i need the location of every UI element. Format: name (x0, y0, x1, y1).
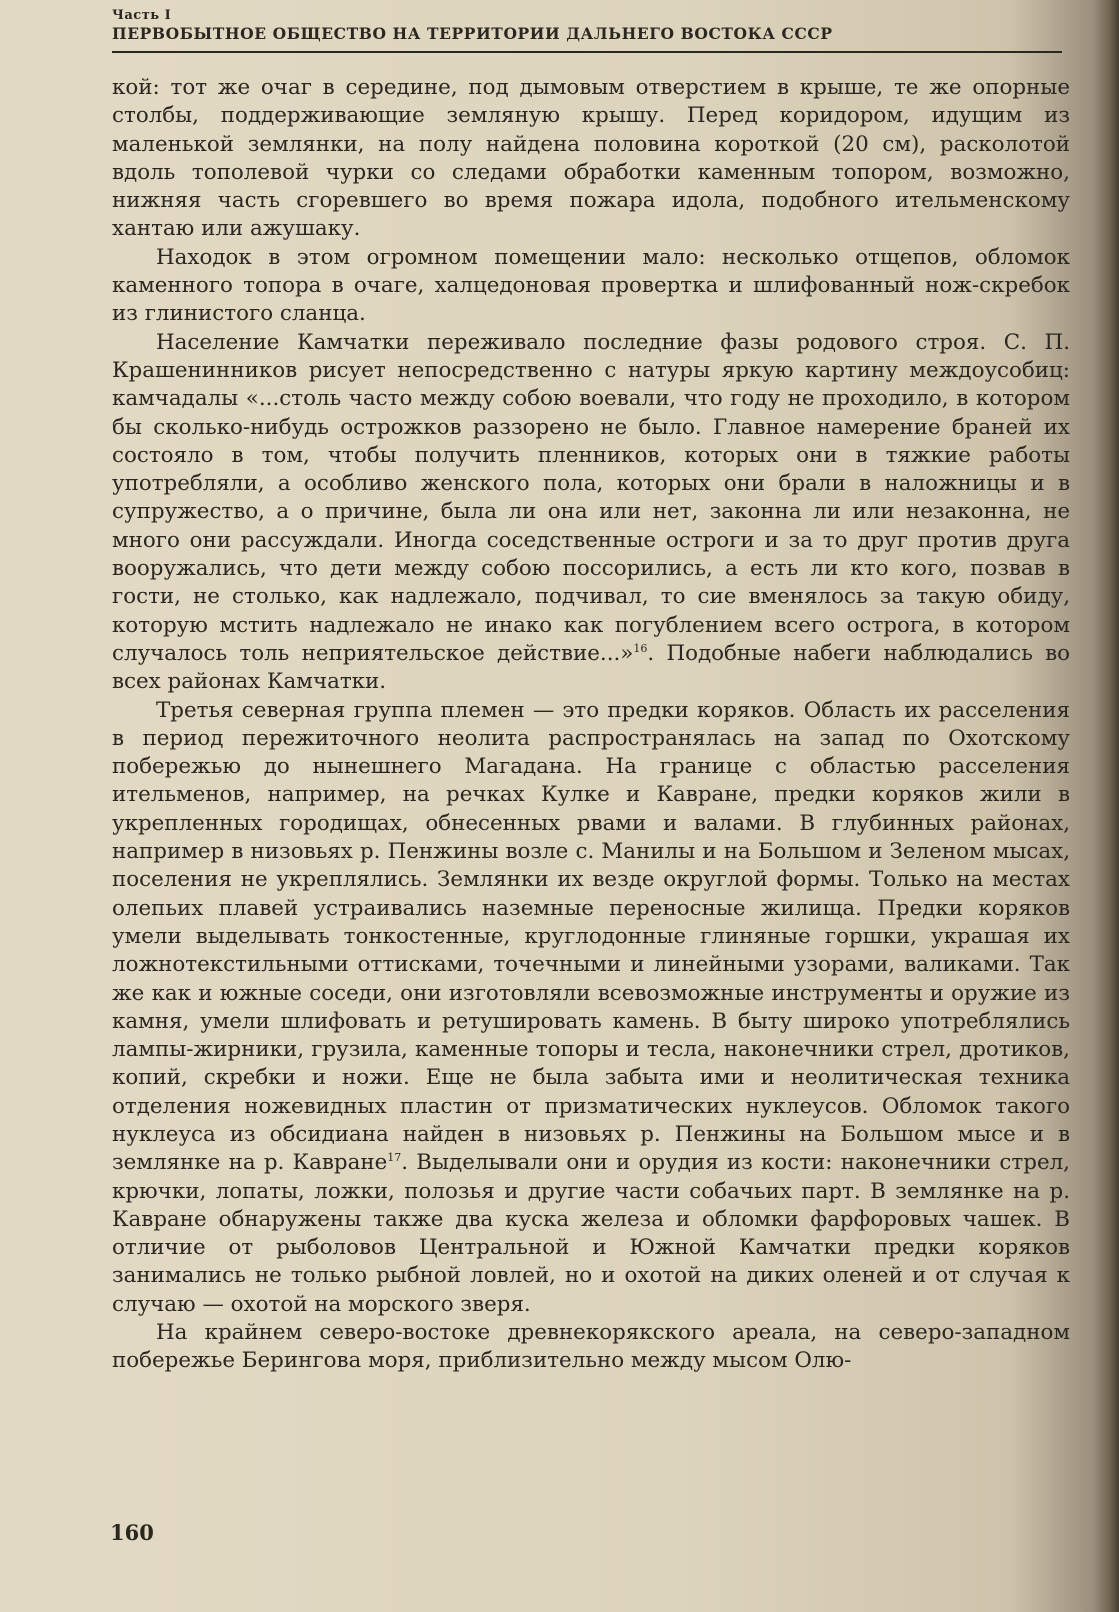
paragraph-2: Находок в этом огромном помещении мало: несколько отщепов, обломок каменного топора в очаге, халцедоновая провертка и шлифованный нож-скребок из глинистого сланца. (112, 244, 1070, 327)
part-label: Часть I (112, 8, 172, 23)
paragraph-1: кой: тот же очаг в середине, под дымовым отверстием в крыше, те же опорные столбы, поддерживающие земляную крышу. Перед коридором, идущим из маленькой землянки, на полу найдена половина короткой (20 см), расколотой вдоль тополевой чурки со следами обработки каменным топором, возможно, нижняя часть сгоревшего во время пожара идола, подобного ительменскому хантаю или ажушаку. (112, 75, 1070, 242)
header-rule (112, 51, 1062, 53)
footnote-ref-16[interactable]: 16 (633, 641, 648, 655)
part-title: ПЕРВОБЫТНОЕ ОБЩЕСТВО НА ТЕРРИТОРИИ ДАЛЬНЕГО ВОСТОКА СССР (112, 24, 833, 43)
paragraph-3-tail: . Подобные набеги наблюдались во всех районах Камчатки. (112, 640, 1071, 695)
paragraph-3-text: Население Камчатки переживало последние фазы родового строя. С. П. Крашенинников рисует непосредственно с натуры яркую картину междоусобиц: камчадалы «...столь часто между собою воевали, что году не проходило, в котором бы сколько-нибудь острожков раззорено не было. Главное намерение браней их состояло в том, чтобы получить пленников, которых они в тяжкие работы употребляли, а особливо женского пола, которых они брали в наложницы и в супружество, а о причине, была ли она или нет, законна ли или незаконна, не много они рассуждали. Иногда соседственные остроги и за то друг против друга вооружались, что дети между собою поссорились, а есть ли кто кого, позвав в гости, не столько, как надлежало, подчивал, то сие вменялось за такую обиду, которую мстить надлежало не инако как погублением всего острога, в котором случалось толь неприятельское действие...» (112, 329, 1070, 666)
running-header (112, 8, 1052, 44)
page-edge-shadow (1093, 0, 1119, 1612)
body-text (112, 74, 1070, 1376)
footnote-ref-17[interactable]: 17 (387, 1151, 402, 1165)
paragraph-3 (112, 329, 1070, 697)
paragraph-4 (112, 697, 1070, 1320)
paragraph-5: На крайнем северо-востоке древнекорякского ареала, на северо-западном побережье Берингова моря, приблизительно между мысом Олю- (112, 1320, 1070, 1374)
page-number: 160 (110, 1520, 154, 1545)
paragraph-4-tail: . Выделывали они и орудия из кости: наконечники стрел, крючки, лопаты, ложки, полозья и другие части собачьих парт. В землянке на р. Кавране обнаружены также два куска железа и обломки фарфоровых чашек. В отличие от рыболовов Центральной и Южной Камчатки предки коряков занимались не только рыбной ловлей, но и охотой на диких оленей и от случая к случаю — охотой на морского зверя. (112, 1150, 1070, 1317)
paragraph-4-text: Третья северная группа племен — это предки коряков. Область их расселения в период пережиточного неолита распространялась на запад по Охотскому побережью до нынешнего Магадана. На границе с областью расселения ительменов, например, на речках Кулке и Кавране, предки коряков жили в укрепленных городищах, обнесенных рвами и валами. В глубинных районах, например в низовьях р. Пенжины возле с. Манилы и на Большом и Зеленом мысах, поселения не укреплялись. Землянки их везде округлой формы. Только на местах олепьих плавей устраивались наземные переносные жилища. Предки коряков умели выделывать тонкостенные, круглодонные глиняные горшки, украшая их ложнотекстильными оттисками, точечными и линейными узорами, валиками. Так же как и южные соседи, они изготовляли всевозможные инструменты и оружие из камня, умели шлифовать и ретушировать камень. В быту широко употреблялись лампы-жирники, грузила, каменные топоры и тесла, наконечники стрел, дротиков, копий, скребки и ножи. Еще не была забыта ими и неолитическая техника отделения ножевидных пластин от призматических нуклеусов. Обломок такого нуклеуса из обсидиана найден в низовьях р. Пенжины на Большом мысе и в землянке на р. Кавране (112, 697, 1070, 1176)
